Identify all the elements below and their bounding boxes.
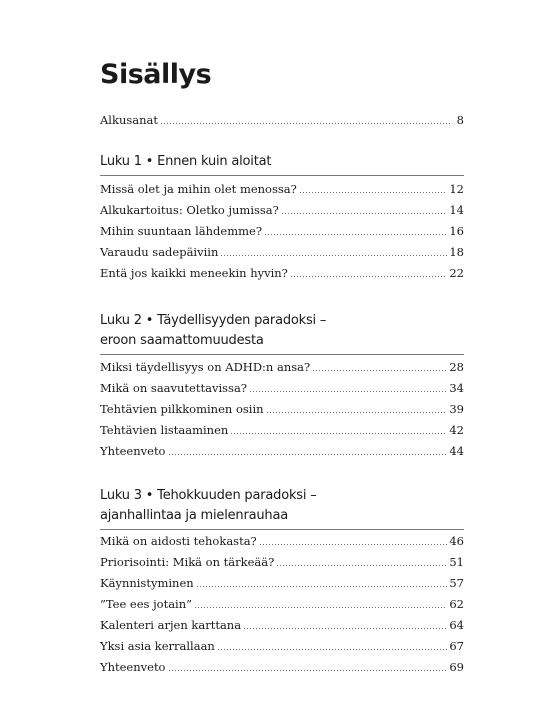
dot-leader <box>276 565 447 566</box>
toc-entry <box>100 222 464 240</box>
toc-entry-label: Yhteenveto <box>100 660 166 674</box>
dot-leader <box>281 213 448 214</box>
toc-entry-label: Varaudu sadepäiviin <box>100 245 219 259</box>
toc-entry <box>100 637 464 655</box>
toc-entry-label: Priorisointi: Mikä on tärkeää? <box>100 555 275 569</box>
toc-entry-page: 18 <box>449 245 464 259</box>
toc-entry <box>100 442 464 460</box>
toc-entry-label: Tehtävien listaaminen <box>100 423 229 437</box>
toc-entry <box>100 379 464 397</box>
chapter-heading-1 <box>100 152 464 172</box>
toc-entry <box>100 658 464 676</box>
dot-leader <box>243 628 447 629</box>
dot-leader <box>160 123 452 124</box>
toc-entry-label: Miksi täydellisyys on ADHD:n ansa? <box>100 360 311 374</box>
chapter-heading-3 <box>100 486 464 526</box>
toc-entry <box>100 532 464 550</box>
dot-leader <box>196 586 448 587</box>
toc-entry-label: Missä olet ja mihin olet menossa? <box>100 182 297 196</box>
toc-entry-page: 28 <box>449 360 464 374</box>
toc-entry-page: 64 <box>449 618 464 632</box>
dot-leader <box>264 234 447 235</box>
chapter-heading-line: Luku 2 • Täydellisyyden paradoksi – <box>100 313 327 328</box>
toc-entry-label: Yksi asia kerrallaan <box>100 639 215 653</box>
toc-entry-page: 67 <box>449 639 464 653</box>
dot-leader <box>266 412 448 413</box>
toc-entry-label: Mikä on aidosti tehokasta? <box>100 534 257 548</box>
toc-entry <box>100 616 464 634</box>
toc-entry-label: Kalenteri arjen karttana <box>100 618 242 632</box>
toc-entry-page: 69 <box>449 660 464 674</box>
dot-leader <box>312 370 447 371</box>
toc-entry <box>100 400 464 418</box>
toc-entry <box>100 264 464 282</box>
toc-entry-label: Alkusanat <box>100 113 158 127</box>
toc-entry-page: 42 <box>449 423 464 437</box>
dot-leader <box>220 255 447 256</box>
toc-entry-label: ”Tee ees jotain” <box>100 597 193 611</box>
dot-leader <box>168 454 448 455</box>
chapter-divider <box>100 529 464 530</box>
toc-entry-label: Alkukartoitus: Oletko jumissa? <box>100 203 279 217</box>
dot-leader <box>249 391 447 392</box>
toc-entry <box>100 180 464 198</box>
toc-entry-label: Käynnistyminen <box>100 576 194 590</box>
toc-entry-page: 16 <box>449 224 464 238</box>
dot-leader <box>259 544 448 545</box>
toc-entry-page: 22 <box>449 266 464 280</box>
toc-entry <box>100 574 464 592</box>
chapter-heading-line: eroon saamattomuudesta <box>100 333 264 348</box>
toc-entry-page: 44 <box>449 444 464 458</box>
toc-entry-page: 62 <box>449 597 464 611</box>
toc-entry-label: Yhteenveto <box>100 444 166 458</box>
toc-entry-page: 57 <box>449 576 464 590</box>
toc-entry <box>100 243 464 261</box>
toc-entry <box>100 595 464 613</box>
chapter-heading-line: Luku 3 • Tehokkuuden paradoksi – <box>100 488 317 503</box>
toc-entry-label: Tehtävien pilkkominen osiin <box>100 402 264 416</box>
toc-entry <box>100 358 464 376</box>
toc-entry <box>100 421 464 439</box>
toc-entry-page: 51 <box>449 555 464 569</box>
toc-entry-page: 39 <box>449 402 464 416</box>
chapter-heading-line: ajanhallintaa ja mielenrauhaa <box>100 508 288 523</box>
toc-entry-page: 8 <box>456 113 464 127</box>
toc-entry-page: 12 <box>449 182 464 196</box>
toc-entry <box>100 553 464 571</box>
dot-leader <box>290 276 448 277</box>
dot-leader <box>168 670 448 671</box>
toc-entry-page: 14 <box>449 203 464 217</box>
dot-leader <box>194 607 447 608</box>
toc-entry-label: Mikä on saavutettavissa? <box>100 381 247 395</box>
chapter-heading-line: Luku 1 • Ennen kuin aloitat <box>100 154 272 169</box>
toc-entry-label: Entä jos kaikki meneekin hyvin? <box>100 266 288 280</box>
chapter-divider <box>100 175 464 176</box>
toc-entry <box>100 201 464 219</box>
dot-leader <box>230 433 447 434</box>
toc-entry-label: Mihin suuntaan lähdemme? <box>100 224 263 238</box>
chapter-divider <box>100 354 464 355</box>
page-title: Sisällys <box>100 59 212 90</box>
chapter-heading-2 <box>100 311 464 351</box>
toc-entry-intro <box>100 111 464 129</box>
dot-leader <box>217 649 448 650</box>
dot-leader <box>299 192 448 193</box>
toc-entry-page: 46 <box>449 534 464 548</box>
toc-entry-page: 34 <box>449 381 464 395</box>
